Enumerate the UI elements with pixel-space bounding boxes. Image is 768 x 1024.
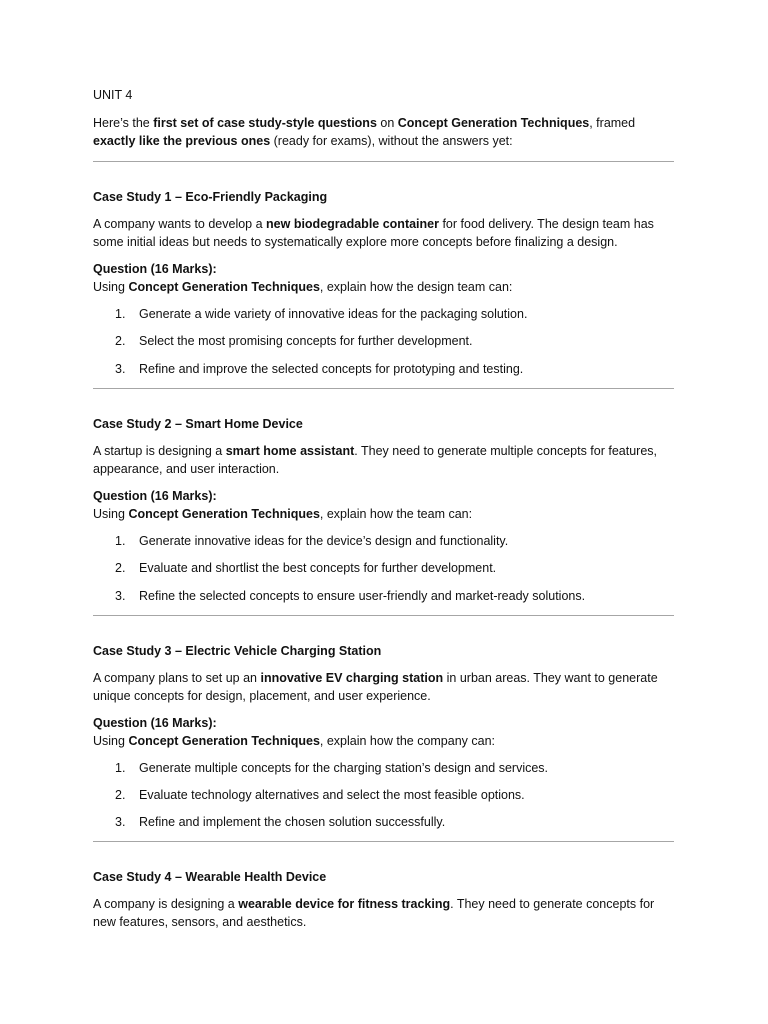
question-text-part: , explain how the design team can: — [319, 280, 513, 294]
case-description-bold: wearable device for fitness tracking — [238, 897, 451, 912]
case-title: Case Study 4 – Wearable Health Device — [93, 870, 327, 885]
task-list — [93, 532, 674, 605]
horizontal-divider — [93, 161, 674, 162]
case-study-1 — [93, 188, 674, 378]
question-text-part: , explain how the team can: — [319, 506, 473, 521]
question-text — [93, 732, 674, 750]
list-number: 1. — [115, 760, 126, 775]
task-list — [93, 759, 674, 832]
case-title: Case Study 1 – Eco-Friendly Packaging — [93, 190, 328, 204]
case-description-text: A company wants to develop a — [93, 217, 267, 231]
list-number: 2. — [115, 334, 126, 349]
case-description-bold: innovative EV charging station — [260, 670, 444, 685]
intro-text: (ready for exams), without the answers yet: — [270, 134, 513, 148]
intro-bold: first set of case study-style questions — [153, 116, 377, 130]
list-number: 2. — [115, 787, 126, 802]
case-study-2 — [93, 415, 674, 605]
case-description — [93, 669, 674, 705]
list-item — [93, 360, 674, 378]
question-text — [93, 278, 674, 296]
horizontal-divider — [93, 615, 674, 616]
list-item — [93, 332, 674, 350]
list-number: 3. — [115, 815, 126, 830]
question-text — [93, 505, 674, 523]
list-item — [93, 587, 674, 605]
case-description-text: A startup is designing a — [93, 443, 226, 458]
question-text-part: Using — [93, 280, 129, 294]
case-title: Case Study 3 – Electric Vehicle Charging Station — [93, 643, 382, 658]
list-number: 3. — [115, 361, 126, 376]
case-description-text: . They need to generate concepts for new features, sensors, and aesthetics. — [93, 897, 655, 930]
list-item-text: Evaluate technology alternatives and select the most feasible options. — [139, 787, 525, 802]
question-bold: Concept Generation Techniques — [128, 280, 320, 294]
question-text-part: , explain how the company can: — [319, 733, 496, 748]
list-number: 3. — [115, 588, 126, 603]
list-item-text: Generate innovative ideas for the device’s design and functionality. — [139, 533, 509, 548]
case-study-4 — [93, 868, 674, 931]
list-item — [93, 305, 674, 323]
list-item — [93, 813, 674, 831]
question-heading: Question (16 Marks): — [93, 262, 217, 276]
case-description — [93, 215, 674, 251]
question-text-part: Using — [93, 506, 129, 521]
case-description-text: . They need to generate multiple concepts for features, appearance, and user interaction. — [93, 443, 657, 476]
question-heading: Question (16 Marks): — [93, 488, 217, 503]
list-item-text: Select the most promising concepts for further development. — [139, 334, 473, 349]
list-item — [93, 532, 674, 550]
case-description-bold: new biodegradable container — [266, 217, 439, 231]
intro-paragraph — [93, 114, 674, 150]
case-description-text: A company plans to set up an — [93, 670, 261, 685]
list-item-text: Generate a wide variety of innovative ideas for the packaging solution. — [139, 307, 528, 321]
intro-bold: exactly like the previous ones — [93, 134, 271, 148]
intro-text: , framed — [589, 116, 636, 130]
list-item-text: Evaluate and shortlist the best concepts for further development. — [139, 561, 497, 576]
intro-bold: Concept Generation Techniques — [397, 116, 590, 130]
case-study-3 — [93, 642, 674, 832]
question-text-part: Using — [93, 733, 129, 748]
list-item — [93, 786, 674, 804]
list-number: 1. — [115, 307, 126, 321]
case-description — [93, 895, 674, 931]
case-title: Case Study 2 – Smart Home Device — [93, 416, 303, 431]
case-description-text: A company is designing a — [93, 897, 239, 912]
horizontal-divider — [93, 841, 674, 842]
list-item — [93, 759, 674, 777]
case-description-text: for food delivery. The design team has some initial ideas but needs to systematically explore more concepts before finalizing a design. — [93, 217, 654, 249]
list-item-text: Refine and implement the chosen solution successfully. — [139, 815, 446, 830]
list-item-text: Refine and improve the selected concepts for prototyping and testing. — [139, 361, 524, 376]
list-item-text: Generate multiple concepts for the charging station’s design and services. — [139, 760, 549, 775]
unit-heading: UNIT 4 — [93, 88, 133, 102]
task-list — [93, 305, 674, 378]
horizontal-divider — [93, 388, 674, 389]
list-number: 2. — [115, 561, 126, 576]
case-description-text: in urban areas. They want to generate unique concepts for design, placement, and user experience. — [93, 670, 658, 703]
case-description — [93, 442, 674, 478]
list-number: 1. — [115, 533, 126, 548]
list-item — [93, 559, 674, 577]
list-item-text: Refine the selected concepts to ensure user-friendly and market-ready solutions. — [139, 588, 586, 603]
case-description-bold: smart home assistant — [225, 443, 355, 458]
question-heading: Question (16 Marks): — [93, 715, 217, 730]
question-bold: Concept Generation Techniques — [128, 506, 320, 521]
question-bold: Concept Generation Techniques — [128, 733, 320, 748]
intro-text: Here’s the — [93, 116, 154, 130]
intro-text: on — [376, 116, 398, 130]
